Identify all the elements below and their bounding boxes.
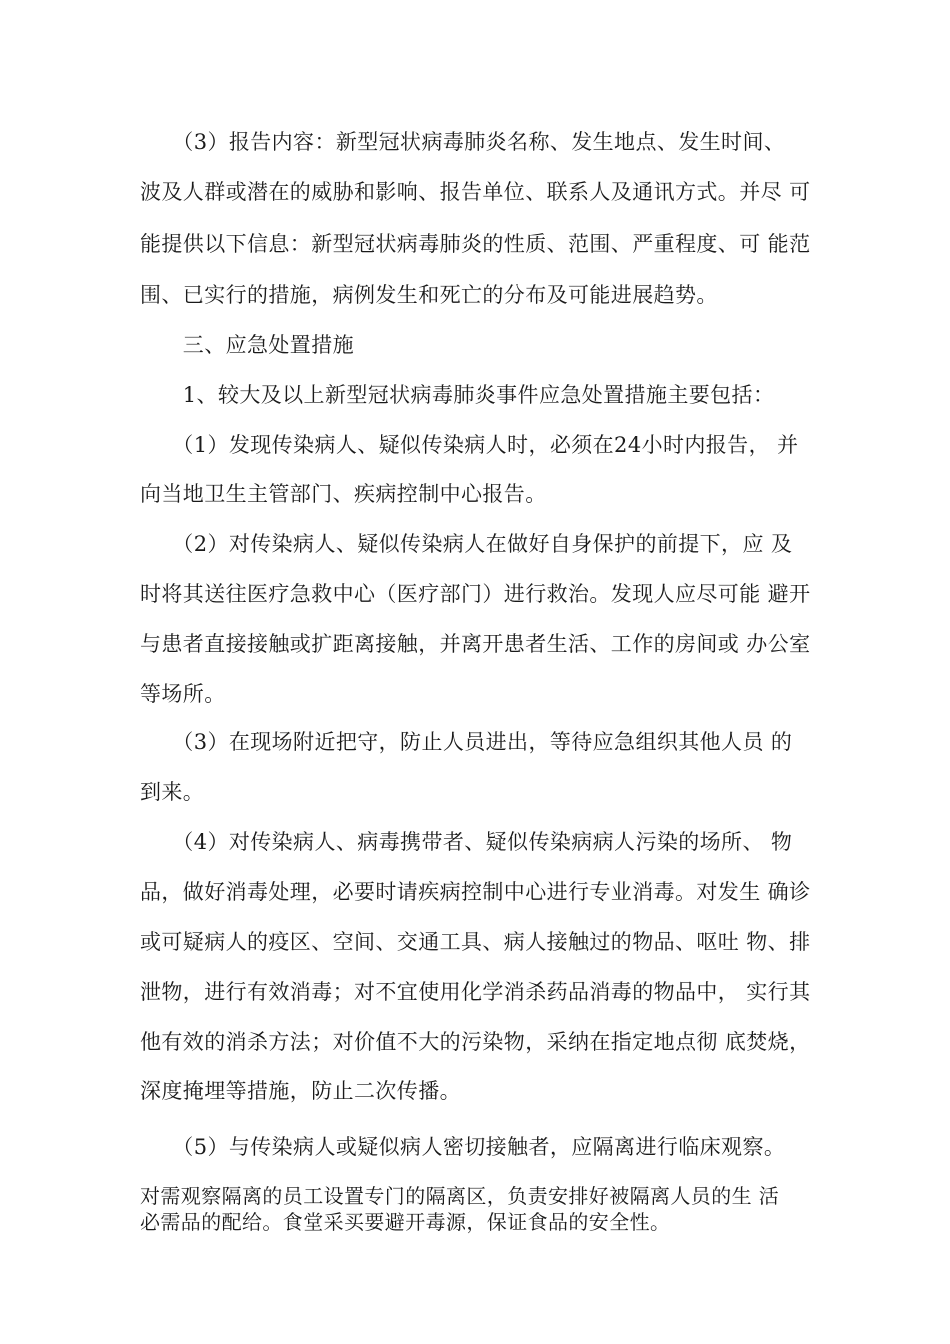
text-line: 他有效的消杀方法；对价值不大的污染物，采纳在指定地点彻 底焚烧， [140,1030,811,1054]
text-line: 围、已实行的措施，病例发生和死亡的分布及可能进展趋势。 [140,283,718,307]
text-line: 1、较大及以上新型冠状病毒肺炎事件应急处置措施主要包括： [140,383,775,407]
text-line: 时将其送往医疗急救中心（医疗部门）进行救治。发现人应尽可能 避开 [140,582,811,606]
text-line: 或可疑病人的疫区、空间、交通工具、病人接触过的物品、呕吐 物、排 [140,930,811,954]
text-line: （2）对传染病人、疑似传染病人在做好自身保护的前提下，应 及 [140,532,793,556]
text-line: 泄物，进行有效消毒；对不宜使用化学消杀药品消毒的物品中， 实行其 [140,980,811,1004]
text-line: 品，做好消毒处理，必要时请疾病控制中心进行专业消毒。对发生 确诊 [140,880,811,904]
text-line: 向当地卫生主管部门、疾病控制中心报告。 [140,482,547,506]
text-line: （5）与传染病人或疑似病人密切接触者，应隔离进行临床观察。 [140,1135,786,1159]
text-line: （1）发现传染病人、疑似传染病人时，必须在24小时内报告， 并 [140,433,799,457]
text-line: 深度掩埋等措施，防止二次传播。 [140,1079,461,1103]
text-line: （3）报告内容：新型冠状病毒肺炎名称、发生地点、发生时间、 [140,130,786,154]
text-line: 与患者直接接触或扩距离接触，并离开患者生活、工作的房间或 办公室 [140,632,811,656]
text-line: 到来。 [140,780,205,804]
text-line: 等场所。 [140,682,226,706]
text-line: 波及人群或潜在的威胁和影响、报告单位、联系人及通讯方式。并尽 可 [140,180,811,204]
section-heading: 三、应急处置措施 [140,333,354,357]
text-line: （4）对传染病人、病毒携带者、疑似传染病病人污染的场所、 物 [140,830,793,854]
text-line: 能提供以下信息：新型冠状病毒肺炎的性质、范围、严重程度、可 能范 [140,232,811,256]
text-line: 必需品的配给。食堂采买要避开毒源，保证食品的安全性。 [140,1210,671,1234]
text-line: 对需观察隔离的员工设置专门的隔离区，负责安排好被隔离人员的生 活 [140,1184,780,1208]
text-line: （3）在现场附近把守，防止人员进出，等待应急组织其他人员 的 [140,730,793,754]
